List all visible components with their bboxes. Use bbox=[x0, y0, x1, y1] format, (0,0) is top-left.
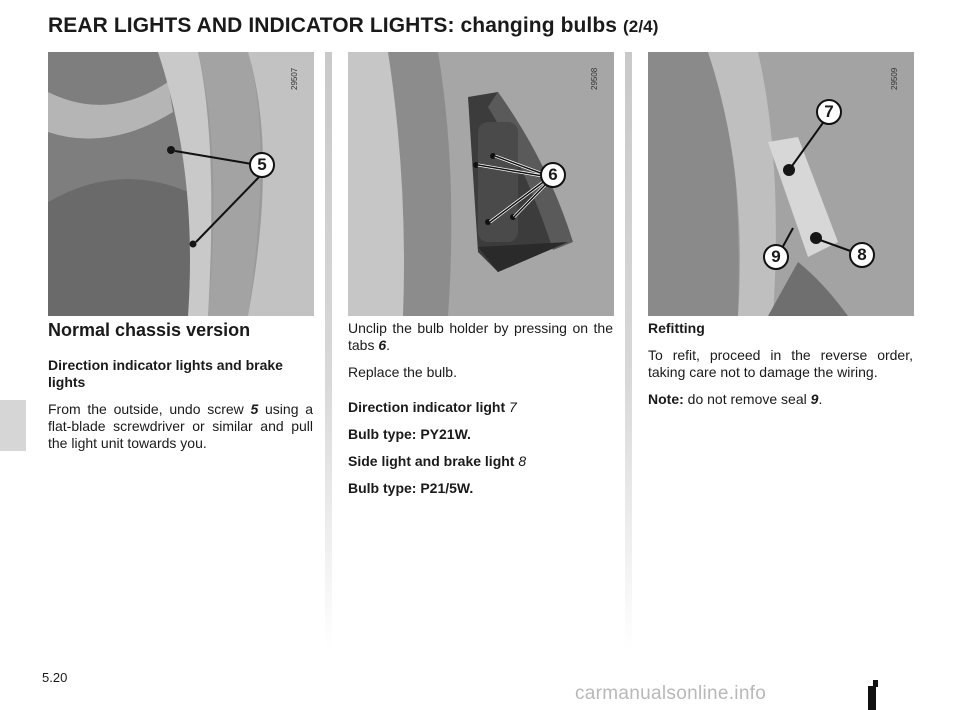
instruction-text: Unclip the bulb holder by pressing on the tabs 6. bbox=[348, 320, 613, 353]
instruction-text: Replace the bulb. bbox=[348, 364, 457, 380]
chapter-side-tab bbox=[0, 400, 26, 451]
column-divider-right bbox=[625, 52, 632, 650]
page-title-main: REAR LIGHTS AND INDICATOR LIGHTS: changing bulbs bbox=[48, 14, 618, 37]
corner-mark bbox=[868, 686, 876, 710]
subheading: Direction indicator lights and brake lights bbox=[48, 357, 283, 390]
bulb-type: Bulb type: PY21W. bbox=[348, 426, 471, 442]
bulb-type: Bulb type: P21/5W. bbox=[348, 480, 474, 496]
callout-6: 6 bbox=[548, 165, 558, 184]
bulb-label: Direction indicator light 7 bbox=[348, 399, 517, 415]
callout-8: 8 bbox=[857, 245, 867, 264]
photo-code-2: 29508 bbox=[590, 67, 599, 90]
callout-7: 7 bbox=[824, 102, 834, 121]
instruction-text: From the outside, undo screw 5 using a flat-blade screwdriver or similar and pull the light unit towards you. bbox=[48, 401, 313, 451]
page-number: 5.20 bbox=[42, 670, 68, 685]
page-title bbox=[48, 14, 658, 38]
middle-column bbox=[348, 320, 613, 507]
watermark: carmanualsonline.info bbox=[575, 683, 767, 704]
note-text: Note: do not remove seal 9. bbox=[648, 391, 823, 407]
section-heading: Normal chassis version bbox=[48, 320, 251, 340]
refitting-heading: Refitting bbox=[648, 320, 705, 336]
bulb-label: Side light and brake light 8 bbox=[348, 453, 527, 469]
callout-9: 9 bbox=[771, 247, 781, 266]
corner-mark-tip bbox=[873, 680, 878, 687]
instruction-text: To refit, proceed in the reverse order, taking care not to damage the wiring. bbox=[648, 347, 913, 380]
column-divider-left bbox=[325, 52, 332, 650]
photo-code-3: 29509 bbox=[890, 67, 899, 90]
right-column bbox=[648, 320, 913, 418]
photo-bulb-holder-tabs bbox=[348, 52, 614, 316]
page-title-part: (2/4) bbox=[623, 17, 659, 36]
photo-bulb-positions bbox=[648, 52, 914, 316]
photo-code-1: 29507 bbox=[290, 67, 299, 90]
left-column bbox=[48, 320, 313, 462]
callout-5: 5 bbox=[257, 155, 267, 174]
photo-light-unit-screw bbox=[48, 52, 314, 316]
